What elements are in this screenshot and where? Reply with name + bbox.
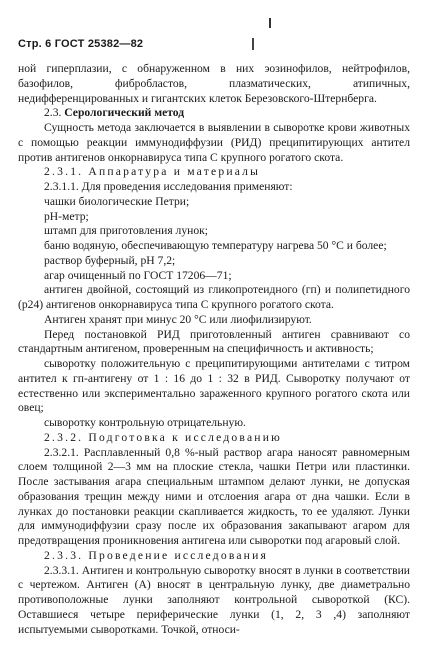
paragraph-text: агар очищенный по ГОСТ 17206—71; — [44, 268, 232, 282]
paragraph-text: раствор буферный, pH 7,2; — [44, 253, 176, 267]
paragraph-text: Антиген хранят при минус 20 °С или лиофилизируют. — [44, 312, 312, 326]
paragraph — [18, 210, 410, 225]
paragraph-text: ной гиперплазии, с обнаруженном в них эозинофилов, нейтрофилов, базофилов, фибробластов, плазматических, атипичных, недифференцированных и гигантских клеток Березовского-Штернберга. — [18, 62, 410, 105]
paragraph-text: Сущность метода заключается в выявлении в сыворотке крови животных с помощью реакции иммунодиффузии (РИД) преципитирующих антител против антигенов онкорнавируса типа С крупного рогатого скота. — [18, 121, 410, 164]
paragraph-text: 2.3.1.1. Для проведения исследования применяют: — [44, 180, 293, 193]
paragraph — [18, 564, 410, 638]
paragraph — [18, 283, 410, 313]
paragraph-text: штамп для приготовления лунок; — [44, 224, 208, 238]
paragraph — [18, 328, 410, 358]
paragraph-text: 2.3.2.1. Расплавленный 0,8 %-ный раствор агара наносят равномерным слоем толщиной 2—3 мм на плоские стекла, чашки Петри или пластинки. После застывания агара специальным штампом делают лунки, не допуская образования трещин между ними и отслоения агара от дна чашки. Если в лунках до постановки реакции скапливается жидкость, то ее удаляют. Лунки для иммунодиффузии сразу после их образования закапывают агаром для предотвращения проникновения антигена или сыворотки под агаровый слой. — [18, 445, 410, 547]
paragraph — [18, 254, 410, 269]
paragraph — [18, 121, 410, 165]
paragraph-text: 2.3.1. Аппаратура и материалы — [44, 165, 261, 179]
paragraph-text: чашки биологические Петри; — [44, 194, 190, 208]
paragraph — [18, 195, 410, 210]
paragraph — [18, 106, 410, 121]
header-mark — [252, 38, 254, 50]
paragraph — [18, 431, 410, 446]
page-header: Стр. 6 ГОСТ 25382—82 — [18, 38, 144, 50]
paragraph-text: сыворотку положительную с преципитирующими антителами с титром антител к гп-антигену от 1 : 16 до 1 : 32 в РИД. Сыворотку получают от естественно или экспериментально зараженного крупного рогатого скота или овец; — [18, 357, 410, 415]
paragraph-text: сыворотку контрольную отрицательную. — [44, 416, 246, 429]
section-title: Серологический метод — [64, 106, 185, 120]
paragraph-text: баню водяную, обеспечивающую температуру нагрева 50 °С и более; — [44, 239, 387, 252]
paragraph — [18, 224, 410, 239]
paragraph — [18, 313, 410, 328]
margin-mark — [269, 18, 271, 28]
paragraph-text: антиген двойной, состоящий из гликопротеидного (гп) и полипетидного (р24) антигенов онкорнавируса типа С крупного рогатого скота. — [18, 283, 410, 311]
paragraph — [18, 165, 410, 180]
paragraph-text: Перед постановкой РИД приготовленный антиген сравнивают со стандартным антигеном, проверенным на специфичность и активность; — [18, 327, 410, 356]
paragraph — [18, 62, 410, 106]
paragraph — [18, 549, 410, 564]
paragraph — [18, 416, 410, 431]
paragraph-text: 2.3. — [44, 106, 65, 120]
paragraph-text: 2.3.3. Проведение исследования — [44, 548, 269, 562]
paragraph — [18, 446, 410, 549]
paragraph-text: pH-метр; — [44, 209, 89, 223]
paragraph-text: 2.3.3.1. Антиген и контрольную сыворотку вносят в лунки в соответствии с чертежом. Антиген (А) вносят в центральную лунку, две диаметрально противоположные лунки заполняют контрольной сывороткой (КС). Оставшиеся четыре периферические лунки (1, 2, 3 ,4) заполняют испытуемыми сыворотками. Точкой, относи- — [18, 563, 410, 636]
paragraph — [18, 239, 410, 254]
document-body — [18, 62, 410, 637]
paragraph — [18, 180, 410, 195]
paragraph — [18, 357, 410, 416]
paragraph — [18, 269, 410, 284]
paragraph-text: 2.3.2. Подготовка к исследованию — [44, 430, 282, 444]
